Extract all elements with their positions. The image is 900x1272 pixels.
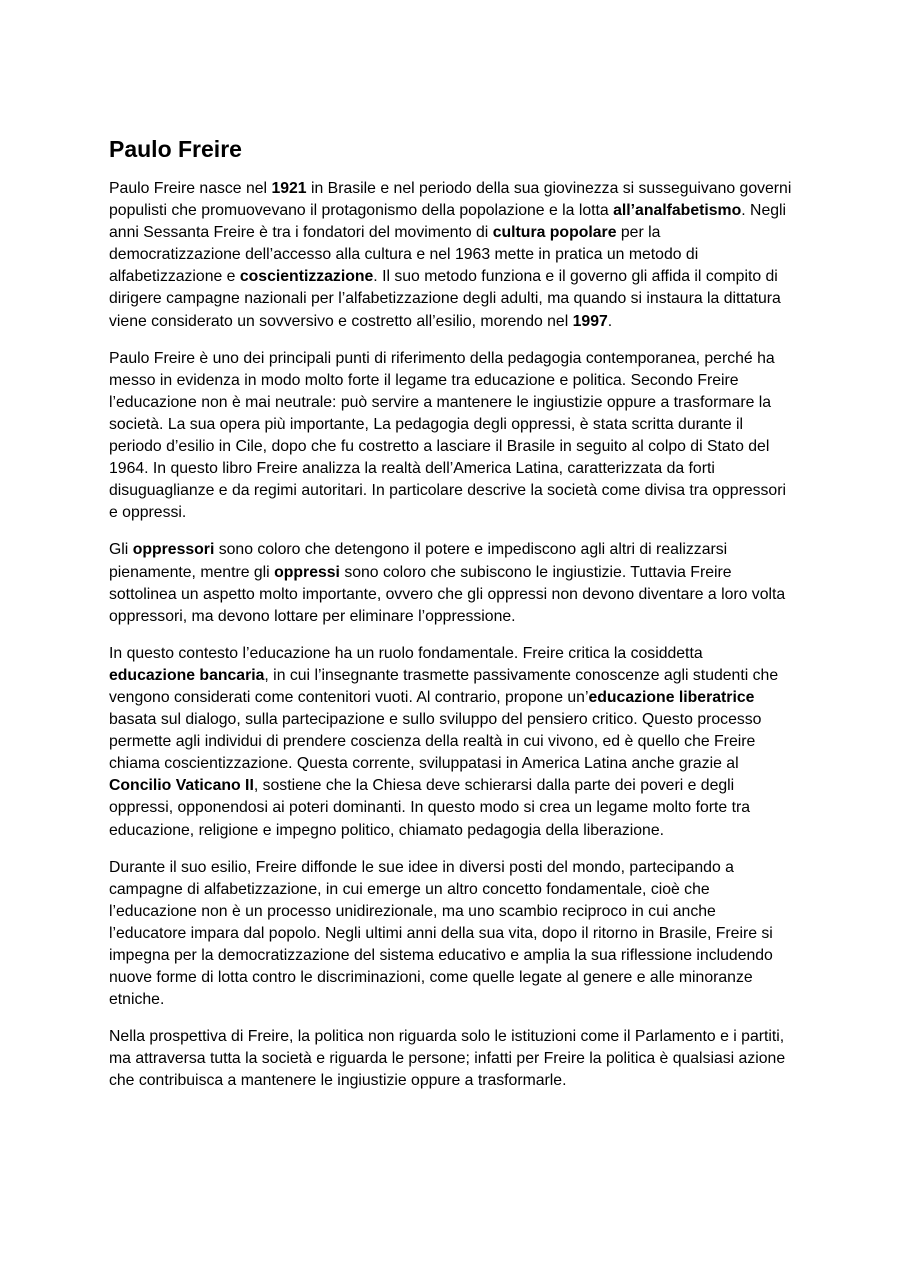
bold-term: oppressi [274,563,340,581]
bold-term: educazione liberatrice [588,688,755,706]
text-run: . Negli anni Sessanta Freire è tra i fondatori del movimento di [109,202,787,242]
text-run: Durante il suo esilio, Freire diffonde le sue idee in diversi posti del mondo, partecipando a campagne di alfabetizzazione, in cui emerge un altro concetto fondamentale, cioè che l’educazione non è un processo unidirezionale, ma uno scambio reciproco in cui anche l’educatore impara dal popolo. Negli ultimi anni della sua vita, dopo il ritorno in Brasile, Freire si impegna per la democratizzazione del sistema educativo e amplia la sua riflessione includendo nuove forme di lotta contro le discriminazioni, come quelle legate al genere e alle minoranze etniche. [109,858,773,1009]
bold-term: coscientizzazione [239,268,374,286]
text-run: basata sul dialogo, sulla partecipazione e sullo sviluppo del pensiero critico. Questo processo permette agli individui di prendere coscienza della realtà in cui vivono, ed è quello che Freire chiama coscientizzazione. Questa corrente, sviluppatasi in America Latina anche grazie al [109,711,762,773]
document-body [109,178,793,1093]
bold-term: educazione bancaria [109,666,265,684]
paragraph-1 [109,178,793,333]
bold-term: oppressori [132,541,215,559]
bold-term: Concilio Vaticano II [109,777,254,795]
text-run: Paulo Freire nasce nel [109,180,272,197]
text-run: , sostiene che la Chiesa deve schierarsi dalla parte dei poveri e degli oppressi, opponendosi ai poteri dominanti. In questo modo si crea un legame molto forte tra educazione, religione e impegno politico, chiamato pedagogia della liberazione. [109,777,751,839]
bold-term: 1997 [572,312,608,330]
text-run: . Il suo metodo funziona e il governo gli affida il compito di dirigere campagne nazionali per l’alfabetizzazione degli adulti, ma quando si instaura la dittatura viene considerato un sovversivo e costretto all’esilio, morendo nel [109,268,781,330]
document-title: Paulo Freire [109,136,242,162]
text-run: per la democratizzazione dell’accesso alla cultura e nel 1963 mette in pratica un metodo di alfabetizzazione e [109,224,699,286]
text-run: , in cui l’insegnante trasmette passivamente conoscenze agli studenti che vengono considerati come contenitori vuoti. Al contrario, propone un’ [109,666,779,706]
document-page [109,134,793,1108]
text-run: sono coloro che detengono il potere e impediscono agli altri di realizzarsi pienamente, mentre gli [109,541,728,581]
text-run: sono coloro che subiscono le ingiustizie. Tuttavia Freire sottolinea un aspetto molto importante, ovvero che gli oppressi non devono diventare a loro volta oppressori, ma devono lottare per eliminare l’oppressione. [109,563,786,625]
bold-term: cultura popolare [492,224,617,242]
text-run: Gli [109,541,133,559]
bold-term: all’analfabetismo [613,202,742,220]
paragraph-5 [109,857,793,1012]
paragraph-3 [109,539,793,627]
paragraph-2 [109,348,793,525]
paragraph-4 [109,643,793,842]
text-run: in Brasile e nel periodo della sua giovinezza si susseguivano governi populisti che promuovevano il protagonismo della popolazione e la lotta [109,180,792,220]
paragraph-6 [109,1026,793,1092]
text-run: Paulo Freire è uno dei principali punti di riferimento della pedagogia contemporanea, perché ha messo in evidenza in modo molto forte il legame tra educazione e politica. Secondo Freire l’educazione non è mai neutrale: può servire a mantenere le ingiustizie oppure a trasformare la società. La sua opera più importante, La pedagogia degli oppressi, è stata scritta durante il periodo d’esilio in Cile, dopo che fu costretto a lasciare il Brasile in seguito al colpo di Stato del 1964. In questo libro Freire analizza la realtà dell’America Latina, caratterizzata da forti disuguaglianze e da regimi autoritari. In particolare descrive la società come divisa tra oppressori e oppressi. [109,349,786,522]
text-run: In questo contesto l’educazione ha un ruolo fondamentale. Freire critica la cosiddetta [109,644,703,662]
bold-term: 1921 [271,180,307,197]
text-run: Nella prospettiva di Freire, la politica non riguarda solo le istituzioni come il Parlamento e i partiti, ma attraversa tutta la società e riguarda le persone; infatti per Freire la politica è qualsiasi azione che contribuisca a mantenere le ingiustizie oppure a trasformarle. [109,1028,786,1090]
text-run: . [607,312,613,330]
